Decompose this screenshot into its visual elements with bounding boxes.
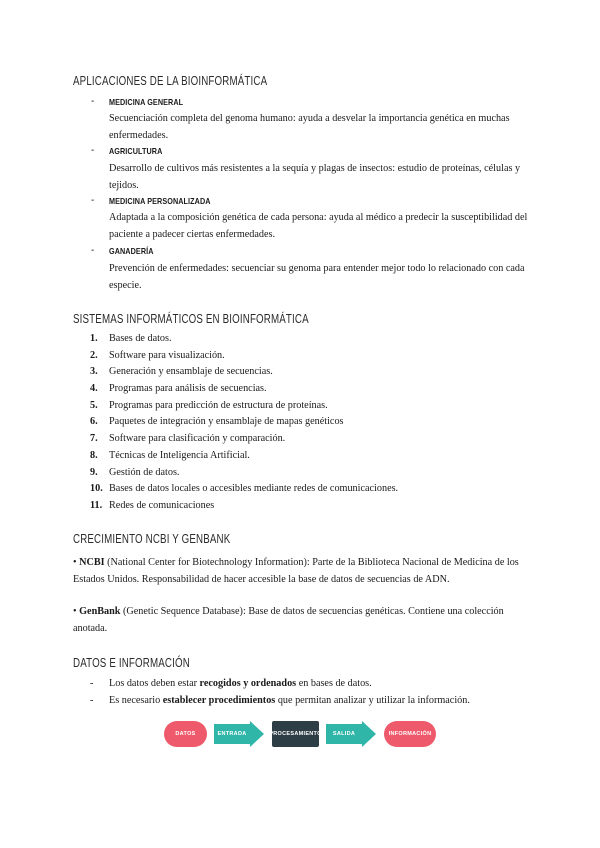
paragraph-genbank: • GenBank (Genetic Sequence Database): Base de datos de secuencias genéticas. Contiene una colección anotada.: [73, 606, 504, 634]
heading-datos: DATOS E INFORMACIÓN: [73, 656, 190, 670]
list-item: 8. Técnicas de Inteligencia Artificial.: [90, 449, 250, 461]
list-item: 1. Bases de datos.: [90, 333, 172, 344]
item-title-medicina-personalizada: MEDICINA PERSONALIZADA: [109, 196, 211, 206]
list-dash: -: [91, 195, 95, 206]
heading-sistemas: SISTEMAS INFORMÁTICOS EN BIOINFORMÁTICA: [73, 312, 309, 326]
flow-label-entrada: ENTRADA: [217, 731, 247, 737]
item-title-agricultura: AGRICULTURA: [109, 146, 163, 156]
list-item: 4. Programas para análisis de secuencias.: [90, 383, 267, 395]
item-text-agricultura: Desarrollo de cultivos más resistentes a la sequía y plagas de insectos: estudio de proteínas, células y tejidos.: [109, 163, 521, 191]
list-item: 11. Redes de comunicaciones: [90, 499, 215, 511]
item-text-medicina-general: Secuenciación completa del genoma humano: ayuda a desvelar la importancia genética en muchas enfermedades.: [109, 113, 510, 141]
item-title-medicina-general: MEDICINA GENERAL: [109, 97, 184, 107]
list-item: 3. Generación y ensamblaje de secuencias.: [90, 366, 273, 378]
item-text-medicina-personalizada: Adaptada a la composición genética de cada persona: ayuda al médico a predecir la susceptibilidad del paciente a padecer ciertas enfermedades.: [109, 212, 528, 240]
list-item: 10. Bases de datos locales o accesibles mediante redes de comunicaciones.: [90, 483, 399, 495]
heading-crecimiento: CRECIMIENTO NCBI Y GENBANK: [73, 532, 231, 546]
list-item: 5. Programas para predicción de estructura de proteínas.: [90, 399, 328, 411]
flow-node-datos: DATOS: [164, 721, 207, 747]
flow-arrow-salida: [326, 721, 376, 747]
list-item: 7. Software para clasificación y comparación.: [90, 433, 286, 445]
flow-arrow-entrada: [214, 721, 264, 747]
flow-node-informacion: INFORMACIÓN: [384, 721, 436, 747]
numbered-list: [90, 331, 398, 515]
list-item: 6. Paquetes de integración y ensamblaje de mapas genéticos: [90, 416, 344, 428]
process-flow-diagram: [164, 721, 444, 747]
heading-aplicaciones: APLICACIONES DE LA BIOINFORMÁTICA: [73, 74, 268, 88]
list-dash: -: [91, 145, 95, 156]
list-item: 2. Software para visualización.: [90, 349, 225, 361]
list-dash: -: [91, 96, 95, 107]
flow-node-procesamiento: PROCESAMIENTO: [272, 721, 319, 747]
bullet-datos-1: - Los datos deben estar recogidos y ordenados en bases de datos.: [90, 678, 372, 689]
bullet-datos-2: - Es necesario establecer procedimientos que permitan analizar y utilizar la información.: [90, 695, 470, 706]
paragraph-ncbi: • NCBI (National Center for Biotechnology Information): Parte de la Biblioteca Nacional de Medicina de los Estados Unidos. Responsabilidad de hacer accesible la base de datos de secuencias de ADN.: [73, 557, 519, 585]
list-dash: -: [91, 245, 95, 256]
item-text-ganaderia: Prevención de enfermedades: secuenciar su genoma para entender mejor todo lo relacionado con cada especie.: [109, 263, 525, 291]
list-item: 9. Gestión de datos.: [90, 466, 180, 478]
flow-label-salida: SALIDA: [332, 731, 356, 737]
item-title-ganaderia: GANADERÍA: [109, 246, 154, 256]
